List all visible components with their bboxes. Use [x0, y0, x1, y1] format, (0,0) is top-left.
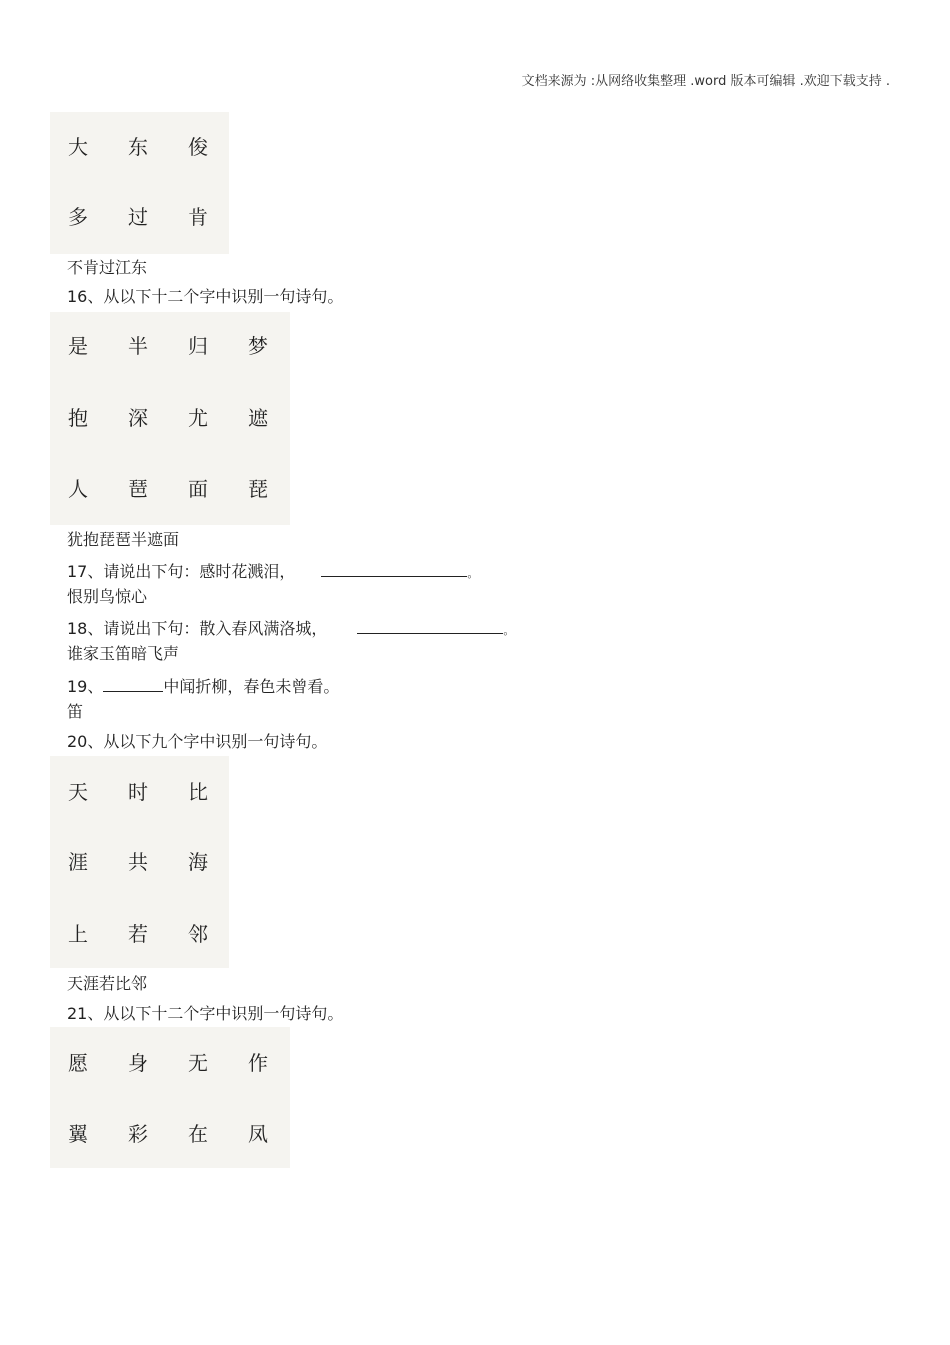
character-grid-2	[50, 312, 290, 525]
page-header: 文档来源为 :从网络收集整理 .word 版本可编辑 .欢迎下载支持 .	[521, 74, 890, 89]
character-grid-4	[50, 1027, 290, 1168]
grid-cell: 邻	[188, 922, 208, 946]
question-18-prefix: 18、请说出下句：散入春风满洛城，	[67, 619, 328, 638]
grid-cell: 半	[128, 334, 148, 358]
question-21: 21、从以下十二个字中识别一句诗句。	[67, 1004, 344, 1023]
answer-18: 谁家玉笛暗飞声	[67, 644, 180, 663]
grid-cell: 比	[188, 780, 208, 804]
answer-15: 不肯过江东	[67, 258, 148, 277]
grid-cell: 琵	[248, 477, 268, 501]
answer-19: 笛	[67, 702, 84, 721]
grid-cell: 凤	[248, 1122, 268, 1146]
answer-blank-19[interactable]	[103, 675, 163, 692]
grid-cell: 抱	[68, 406, 88, 430]
answer-16: 犹抱琵琶半遮面	[67, 530, 180, 549]
question-18-suffix: 。	[503, 624, 515, 637]
grid-cell: 共	[128, 850, 148, 874]
question-20: 20、从以下九个字中识别一句诗句。	[67, 732, 328, 751]
grid-cell: 俊	[188, 135, 208, 159]
grid-cell: 愿	[68, 1051, 88, 1075]
grid-cell: 遮	[248, 406, 268, 430]
question-17-prefix: 17、请说出下句：感时花溅泪，	[67, 562, 296, 581]
answer-blank-18[interactable]	[357, 617, 503, 634]
grid-cell: 梦	[248, 334, 268, 358]
question-17	[67, 560, 478, 584]
grid-cell: 面	[188, 477, 208, 501]
grid-cell: 是	[68, 334, 88, 358]
question-16: 16、从以下十二个字中识别一句诗句。	[67, 287, 344, 306]
grid-cell: 翼	[68, 1122, 88, 1146]
grid-cell: 过	[128, 205, 148, 229]
grid-cell: 人	[68, 477, 88, 501]
grid-cell: 大	[68, 135, 88, 159]
question-17-suffix: 。	[467, 567, 479, 580]
character-grid-3	[50, 756, 229, 968]
character-grid-1	[50, 112, 229, 254]
grid-cell: 肯	[188, 205, 208, 229]
grid-cell: 天	[68, 780, 88, 804]
answer-blank-17[interactable]	[321, 560, 467, 577]
grid-cell: 上	[68, 922, 88, 946]
grid-cell: 若	[128, 922, 148, 946]
question-19	[67, 675, 339, 697]
grid-cell: 在	[188, 1122, 208, 1146]
grid-cell: 时	[128, 780, 148, 804]
grid-cell: 彩	[128, 1122, 148, 1146]
grid-cell: 归	[188, 334, 208, 358]
grid-cell: 海	[188, 850, 208, 874]
answer-17: 恨别鸟惊心	[67, 587, 148, 606]
grid-cell: 身	[128, 1051, 148, 1075]
question-18	[67, 617, 514, 641]
grid-cell: 作	[248, 1051, 268, 1075]
question-19-prefix: 19、	[67, 677, 104, 696]
grid-cell: 深	[128, 406, 148, 430]
grid-cell: 尤	[188, 406, 208, 430]
question-19-suffix: 中闻折柳，春色未曾看。	[163, 677, 340, 696]
grid-cell: 琶	[128, 477, 148, 501]
answer-20: 天涯若比邻	[67, 974, 148, 993]
grid-cell: 无	[188, 1051, 208, 1075]
grid-cell: 涯	[68, 850, 88, 874]
grid-cell: 东	[128, 135, 148, 159]
grid-cell: 多	[68, 205, 88, 229]
